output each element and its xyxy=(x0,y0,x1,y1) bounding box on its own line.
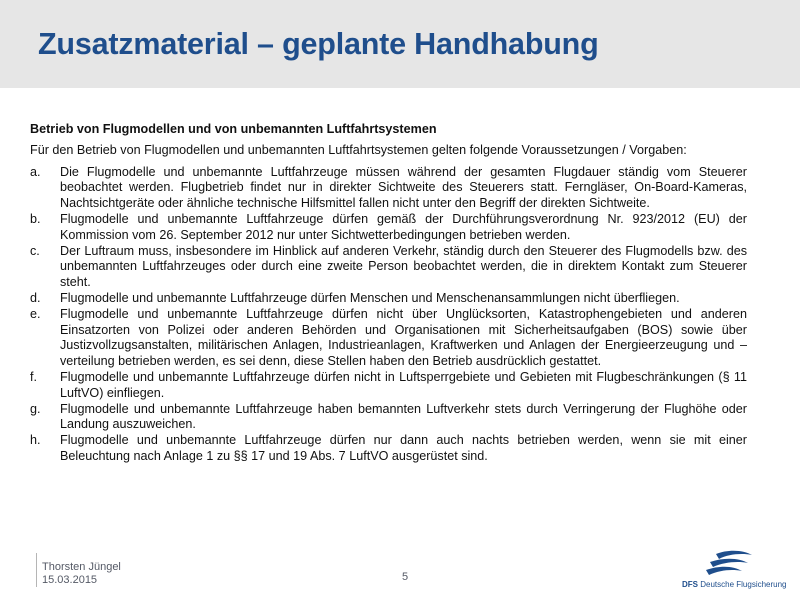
list-item-text: Flugmodelle und unbemannte Luftfahrzeuge dürfen Menschen und Menschenansammlungen nicht überfliegen. xyxy=(60,290,680,305)
list-item xyxy=(30,370,747,402)
list-marker: f. xyxy=(30,369,37,384)
list-item xyxy=(30,291,747,307)
dfs-wordmark xyxy=(682,580,787,589)
slide-title: Zusatzmaterial – geplante Handhabung xyxy=(38,27,599,61)
slide-content xyxy=(30,122,747,465)
list-item-text: Flugmodelle und unbemannte Luftfahrzeuge dürfen gemäß der Durchführungsverordnung Nr. 923/2012 (EU) der Kommission vom 26. September 2012 nur unter Sichtwetterbedingungen betrieben werden. xyxy=(60,211,747,242)
list-item-text: Flugmodelle und unbemannte Luftfahrzeuge dürfen nur dann auch nachts betrieben werden, wenn sie mit einer Beleuchtung nach Anlage 1 zu §§ 17 und 19 Abs. 7 LuftVO ausgerüstet sind. xyxy=(60,433,747,463)
list-marker: b. xyxy=(30,211,41,226)
dfs-full-name: Deutsche Flugsicherung xyxy=(700,580,787,589)
list-marker: g. xyxy=(30,401,41,416)
list-marker: e. xyxy=(30,306,41,321)
requirements-list xyxy=(30,165,747,465)
list-item-text: Flugmodelle und unbemannte Luftfahrzeuge dürfen nicht über Unglücksorten, Katastrophengebieten und anderen Einsatzorten von Polizei oder anderen Behörden und Organisationen mit Sicherheitsaufgaben (BOS) sowie über Justizvollzugsanstalten, militärischen Anlagen, Industrieanlagen, Kraftwerken und Anlagen der Energieerzeugung und –verteilung betrieben werden, es sei denn, diese Stellen haben den Betrieb ausdrücklich gestattet. xyxy=(60,306,747,369)
intro-paragraph: Für den Betrieb von Flugmodellen und unbemannten Luftfahrtsystemen gelten folgende Voraussetzungen / Vorgaben: xyxy=(30,142,687,157)
list-marker: a. xyxy=(30,164,41,179)
dfs-logo xyxy=(668,550,788,592)
list-item xyxy=(30,402,747,434)
list-item-text: Flugmodelle und unbemannte Luftfahrzeuge dürfen nicht in Luftsperrgebiete und Gebieten mit Flugbeschränkungen (§ 11 LuftVO) einfliegen. xyxy=(60,369,747,400)
dfs-logo-icon xyxy=(704,550,754,580)
footer-author: Thorsten Jüngel xyxy=(42,561,121,573)
list-item-text: Der Luftraum muss, insbesondere im Hinblick auf anderen Verkehr, ständig durch den Steuerer des Flugmodells bzw. des unbemannten Luftfahrzeuges oder durch eine zweite Person beobachtet werden, die in direktem Kontakt zum Steuerer steht. xyxy=(60,243,747,290)
list-item xyxy=(30,307,747,370)
page-number: 5 xyxy=(402,571,409,583)
section-heading: Betrieb von Flugmodellen und von unbemannten Luftfahrtsystemen xyxy=(30,122,437,136)
list-item-text: Flugmodelle und unbemannte Luftfahrzeuge haben bemannten Luftverkehr stets durch Verringerung der Flughöhe oder Landung auszuweichen. xyxy=(60,401,747,432)
list-item xyxy=(30,244,747,291)
list-item xyxy=(30,433,747,465)
list-marker: h. xyxy=(30,433,41,448)
list-marker: c. xyxy=(30,243,40,258)
list-item-text: Die Flugmodelle und unbemannte Luftfahrzeuge müssen während der gesamten Flugdauer ständig vom Steuerer beobachtet werden. Flugbetrieb findet nur in direkter Sichtweite des Steuerers statt. Ferngläser, On-Board-Kameras, Nachtsichtgeräte oder ähnliche technische Hilfsmittel fallen nicht unter den Begriff der direkten Sichtweite. xyxy=(60,164,747,211)
list-item xyxy=(30,165,747,212)
footer-date: 15.03.2015 xyxy=(42,574,98,586)
dfs-abbreviation: DFS xyxy=(682,580,698,589)
list-marker: d. xyxy=(30,290,41,305)
list-item xyxy=(30,212,747,244)
footer-divider xyxy=(36,553,37,587)
